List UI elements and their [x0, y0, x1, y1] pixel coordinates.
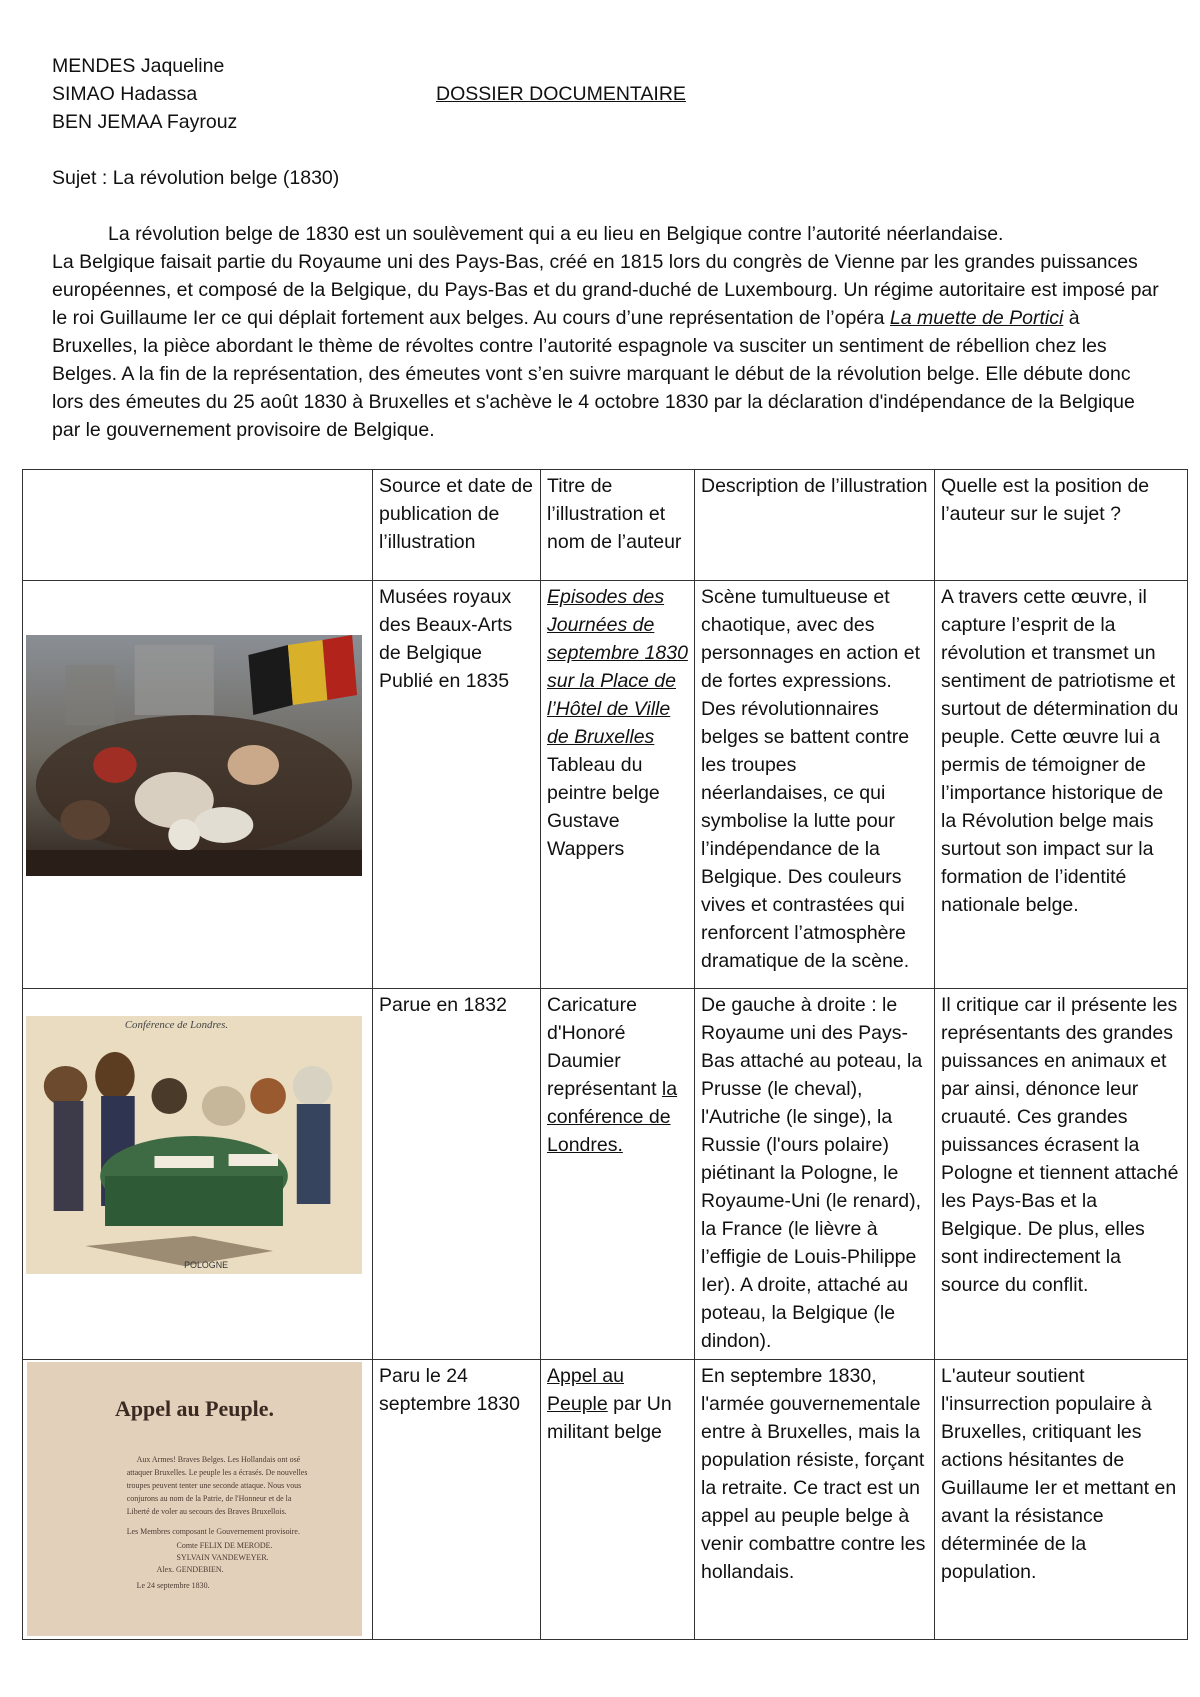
tract-line: conjurons au nom de la Patrie, de l'Honneur et de la: [126, 1493, 292, 1504]
image-cell: [23, 581, 373, 989]
header-title: Titre de l’illustration et nom de l’auteur: [541, 470, 695, 581]
tract-line: Aux Armes! Braves Belges. Les Hollandais ont osé: [136, 1454, 301, 1465]
tract-line: Liberté de voler au secours des Braves Bruxellois.: [126, 1506, 287, 1517]
position-cell: Il critique car il présente les représentants des grandes puissances en animaux et par ainsi, dénonce leur cruauté. Ces grandes puissances écrasent la Pologne et tiennent attaché les Pays-Bas et la Belgique. De plus, elles sont indirectement la source du conflit.: [935, 989, 1188, 1360]
image-cell: [23, 989, 373, 1360]
caricature-author: Caricature d'Honoré Daumier représentant: [547, 994, 662, 1100]
intro-paragraph: [52, 220, 1162, 444]
caricature-image: [26, 1016, 362, 1274]
tract-line: Alex. GENDEBIEN.: [156, 1564, 224, 1575]
table-header-row: [23, 470, 1188, 581]
source-cell: Parue en 1832: [373, 989, 541, 1360]
caricature-title-link[interactable]: la conférence de Londres.: [547, 1078, 678, 1156]
table-row: [23, 581, 1188, 989]
source-cell: Musées royaux des Beaux-Arts de Belgique Publié en 1835: [373, 581, 541, 989]
caricature-heading: Conférence de Londres.: [124, 1018, 229, 1032]
header-source: Source et date de publication de l’illustration: [373, 470, 541, 581]
tract-image: [27, 1362, 362, 1636]
title-cell: [541, 1360, 695, 1640]
description-cell: De gauche à droite : le Royaume uni des Pays-Bas attaché au poteau, la Prusse (le cheval), l'Autriche (le singe), la Russie (l'ours polaire) piétinant la Pologne, le Royaume-Uni (le renard), la France (le lièvre à l’effigie de Louis-Philippe Ier). A droite, attaché au poteau, la Belgique (le dindon).: [695, 989, 935, 1360]
document-table: [22, 469, 1188, 1640]
tract-line: Le 24 septembre 1830.: [136, 1580, 210, 1591]
author-name: BEN JEMAA Fayrouz: [52, 111, 238, 133]
tract-line: troupes peuvent tenter une seconde attaque. Nous vous: [126, 1480, 302, 1491]
description-cell: En septembre 1830, l'armée gouvernementale entre à Bruxelles, mais la population résiste, forçant la retraite. Ce tract est un appel au peuple belge à venir combattre contre les hollandais.: [695, 1360, 935, 1640]
position-cell: A travers cette œuvre, il capture l’esprit de la révolution et transmet un sentiment de patriotisme et surtout de détermination du peuple. Cette œuvre lui a permis de témoigner de l’importance historique de la Révolution belge mais surtout son impact sur la formation de l’identité nationale belge.: [935, 581, 1188, 989]
empty-header-cell: [23, 470, 373, 581]
header-position: Quelle est la position de l’auteur sur le sujet ?: [935, 470, 1188, 581]
artwork-title-link[interactable]: Episodes des Journées de septembre 1830 sur la Place de l’Hôtel de Ville de Bruxelles: [547, 586, 688, 748]
artwork-author: Tableau du peintre belge Gustave Wappers: [547, 754, 660, 860]
tract-line: Les Membres composant le Gouvernement provisoire.: [126, 1526, 300, 1537]
position-cell: L'auteur soutient l'insurrection populaire à Bruxelles, critiquant les actions hésitantes de Guillaume Ier et mettant en avant la résistance déterminée de la population.: [935, 1360, 1188, 1640]
table-row: [23, 989, 1188, 1360]
tract-line: SYLVAIN VANDEWEYER.: [176, 1552, 269, 1563]
opera-title-link[interactable]: La muette de Portici: [889, 307, 1064, 329]
tract-title-link[interactable]: Appel au Peuple: [547, 1365, 624, 1415]
painting-image: [26, 635, 362, 876]
header-description: Description de l’illustration: [695, 470, 935, 581]
intro-text: La Belgique faisait partie du Royaume uni des Pays-Bas, créé en 1815 lors du congrès de Vienne par les grandes puissances européennes, et composé de la Belgique, du Pays-Bas et du grand-duché de Luxembourg. Un régime autoritaire est imposé par le roi Guillaume Ier ce qui déplait fortement aux belges. Au cours d’une représentation de l’opéra: [52, 251, 1159, 329]
description-cell: Scène tumultueuse et chaotique, avec des personnages en action et de fortes expressions. Des révolutionnaires belges se battent contre les troupes néerlandaises, ce qui symbolise la lutte pour l’indépendance de la Belgique. Des couleurs vives et contrastées qui renforcent l’atmosphère dramatique de la scène.: [695, 581, 935, 989]
intro-first-line: La révolution belge de 1830 est un soulèvement qui a eu lieu en Belgique contre l’autorité néerlandaise.: [108, 223, 1004, 245]
author-list: [52, 52, 237, 136]
tract-title: Appel au Peuple.: [115, 1395, 274, 1422]
tract-author: par Un militant belge: [547, 1393, 672, 1443]
title-cell: [541, 989, 695, 1360]
source-cell: Paru le 24 septembre 1830: [373, 1360, 541, 1640]
title-cell: [541, 581, 695, 989]
author-name: SIMAO Hadassa: [52, 83, 198, 105]
document-title: DOSSIER DOCUMENTAIRE: [436, 83, 686, 105]
caricature-footer: POLOGNE: [184, 1259, 229, 1271]
subject-line: Sujet : La révolution belge (1830): [52, 167, 340, 189]
table-row: [23, 1360, 1188, 1640]
author-name: MENDES Jaqueline: [52, 55, 225, 77]
tract-line: attaquer Bruxelles. Le peuple les a écrasés. De nouvelles: [126, 1467, 308, 1478]
image-cell: [23, 1360, 373, 1640]
tract-line: Comte FELIX DE MERODE.: [176, 1540, 273, 1551]
intro-text: à Bruxelles, la pièce abordant le thème de révoltes contre l’autorité espagnole va susciter un sentiment de rébellion chez les Belges. A la fin de la représentation, des émeutes vont s’en suivre marquant le début de la révolution belge. Elle débute donc lors des émeutes du 25 août 1830 à Bruxelles et s'achève le 4 octobre 1830 par la déclaration d'indépendance de la Belgique par le gouvernement provisoire de Belgique.: [52, 307, 1135, 441]
